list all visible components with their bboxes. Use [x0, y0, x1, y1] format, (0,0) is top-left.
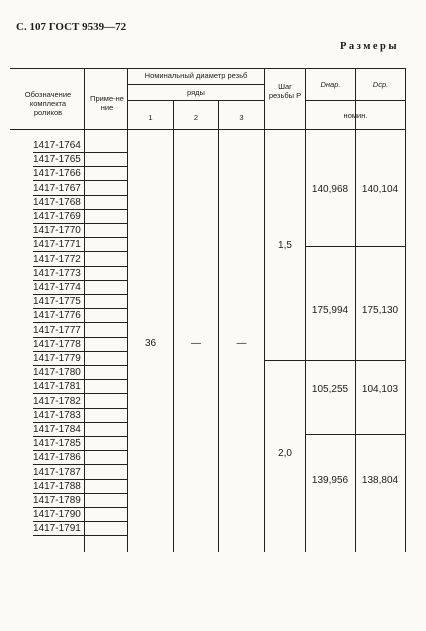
d-out-value: 105,255 [311, 384, 349, 395]
diameter-series-1: 36 [144, 338, 157, 349]
row-line [33, 322, 127, 323]
row-line [33, 379, 127, 380]
code-item: 1417-1791 [33, 523, 81, 534]
row-line [33, 180, 127, 181]
code-item: 1417-1782 [33, 396, 81, 407]
row-line [33, 280, 127, 281]
d-mid-value: 175,130 [361, 305, 399, 316]
row-line [33, 493, 127, 494]
row-line [33, 294, 127, 295]
code-item: 1417-1765 [33, 154, 81, 165]
code-item: 1417-1776 [33, 310, 81, 321]
row-line [33, 266, 127, 267]
row-line [33, 393, 127, 394]
row-line [33, 251, 127, 252]
code-item: 1417-1779 [33, 353, 81, 364]
code-item: 1417-1770 [33, 225, 81, 236]
header-d-mid: Dср. [372, 80, 389, 89]
row-line [33, 308, 127, 309]
code-item: 1417-1769 [33, 211, 81, 222]
code-item: 1417-1788 [33, 481, 81, 492]
row-line [33, 152, 127, 153]
code-item: 1417-1764 [33, 140, 81, 151]
d-mid-value: 138,804 [361, 475, 399, 486]
code-item: 1417-1768 [33, 197, 81, 208]
code-item: 1417-1787 [33, 467, 81, 478]
header-nominal: номин. [343, 111, 368, 120]
pitch-value: 2,0 [278, 448, 292, 459]
d-out-value: 139,956 [311, 475, 349, 486]
code-item: 1417-1786 [33, 452, 81, 463]
row-line [33, 450, 127, 451]
row-line [33, 223, 127, 224]
code-item: 1417-1772 [33, 254, 81, 265]
row-line [33, 422, 127, 423]
row-line [33, 535, 127, 536]
row-line [33, 351, 127, 352]
code-item: 1417-1781 [33, 381, 81, 392]
row-line [33, 464, 127, 465]
code-item: 1417-1775 [33, 296, 81, 307]
code-item: 1417-1785 [33, 438, 81, 449]
row-line [33, 337, 127, 338]
d-out-value: 140,968 [311, 184, 349, 195]
row-line [33, 166, 127, 167]
row-line [33, 408, 127, 409]
header-set-label: Обозначение комплекта роликов [24, 90, 72, 117]
d-out-value: 175,994 [311, 305, 349, 316]
code-item: 1417-1773 [33, 268, 81, 279]
header-d-out: Dнар. [320, 80, 341, 89]
row-line [33, 521, 127, 522]
code-item: 1417-1780 [33, 367, 81, 378]
header-series-3: 3 [239, 113, 244, 122]
d-mid-value: 104,103 [361, 384, 399, 395]
header-application: Приме-нение [90, 94, 124, 112]
code-item: 1417-1766 [33, 168, 81, 179]
row-line [33, 507, 127, 508]
code-item: 1417-1777 [33, 325, 81, 336]
code-item: 1417-1784 [33, 424, 81, 435]
header-series-2: 2 [193, 113, 199, 122]
code-item: 1417-1790 [33, 509, 81, 520]
section-label: Размеры [340, 41, 400, 52]
d-mid-value: 140,104 [361, 184, 399, 195]
row-line [33, 479, 127, 480]
code-item: 1417-1767 [33, 183, 81, 194]
code-item: 1417-1771 [33, 239, 81, 250]
code-item: 1417-1774 [33, 282, 81, 293]
header-nominal-diameter: Номинальный диаметр резьб [144, 71, 248, 80]
page-header: С. 107 ГОСТ 9539—72 [16, 21, 127, 33]
diameter-series-2: — [191, 338, 201, 349]
pitch-value: 1,5 [278, 240, 292, 251]
code-item: 1417-1778 [33, 339, 81, 350]
header-series-1: 1 [148, 113, 153, 122]
row-line [33, 195, 127, 196]
header-pitch: Шаг резьбы P [268, 82, 302, 100]
diameter-series-3: — [236, 338, 247, 349]
row-line [33, 436, 127, 437]
code-item: 1417-1783 [33, 410, 81, 421]
row-line [33, 365, 127, 366]
header-series: ряды [187, 88, 205, 97]
code-item: 1417-1789 [33, 495, 81, 506]
row-line [33, 237, 127, 238]
row-line [33, 209, 127, 210]
